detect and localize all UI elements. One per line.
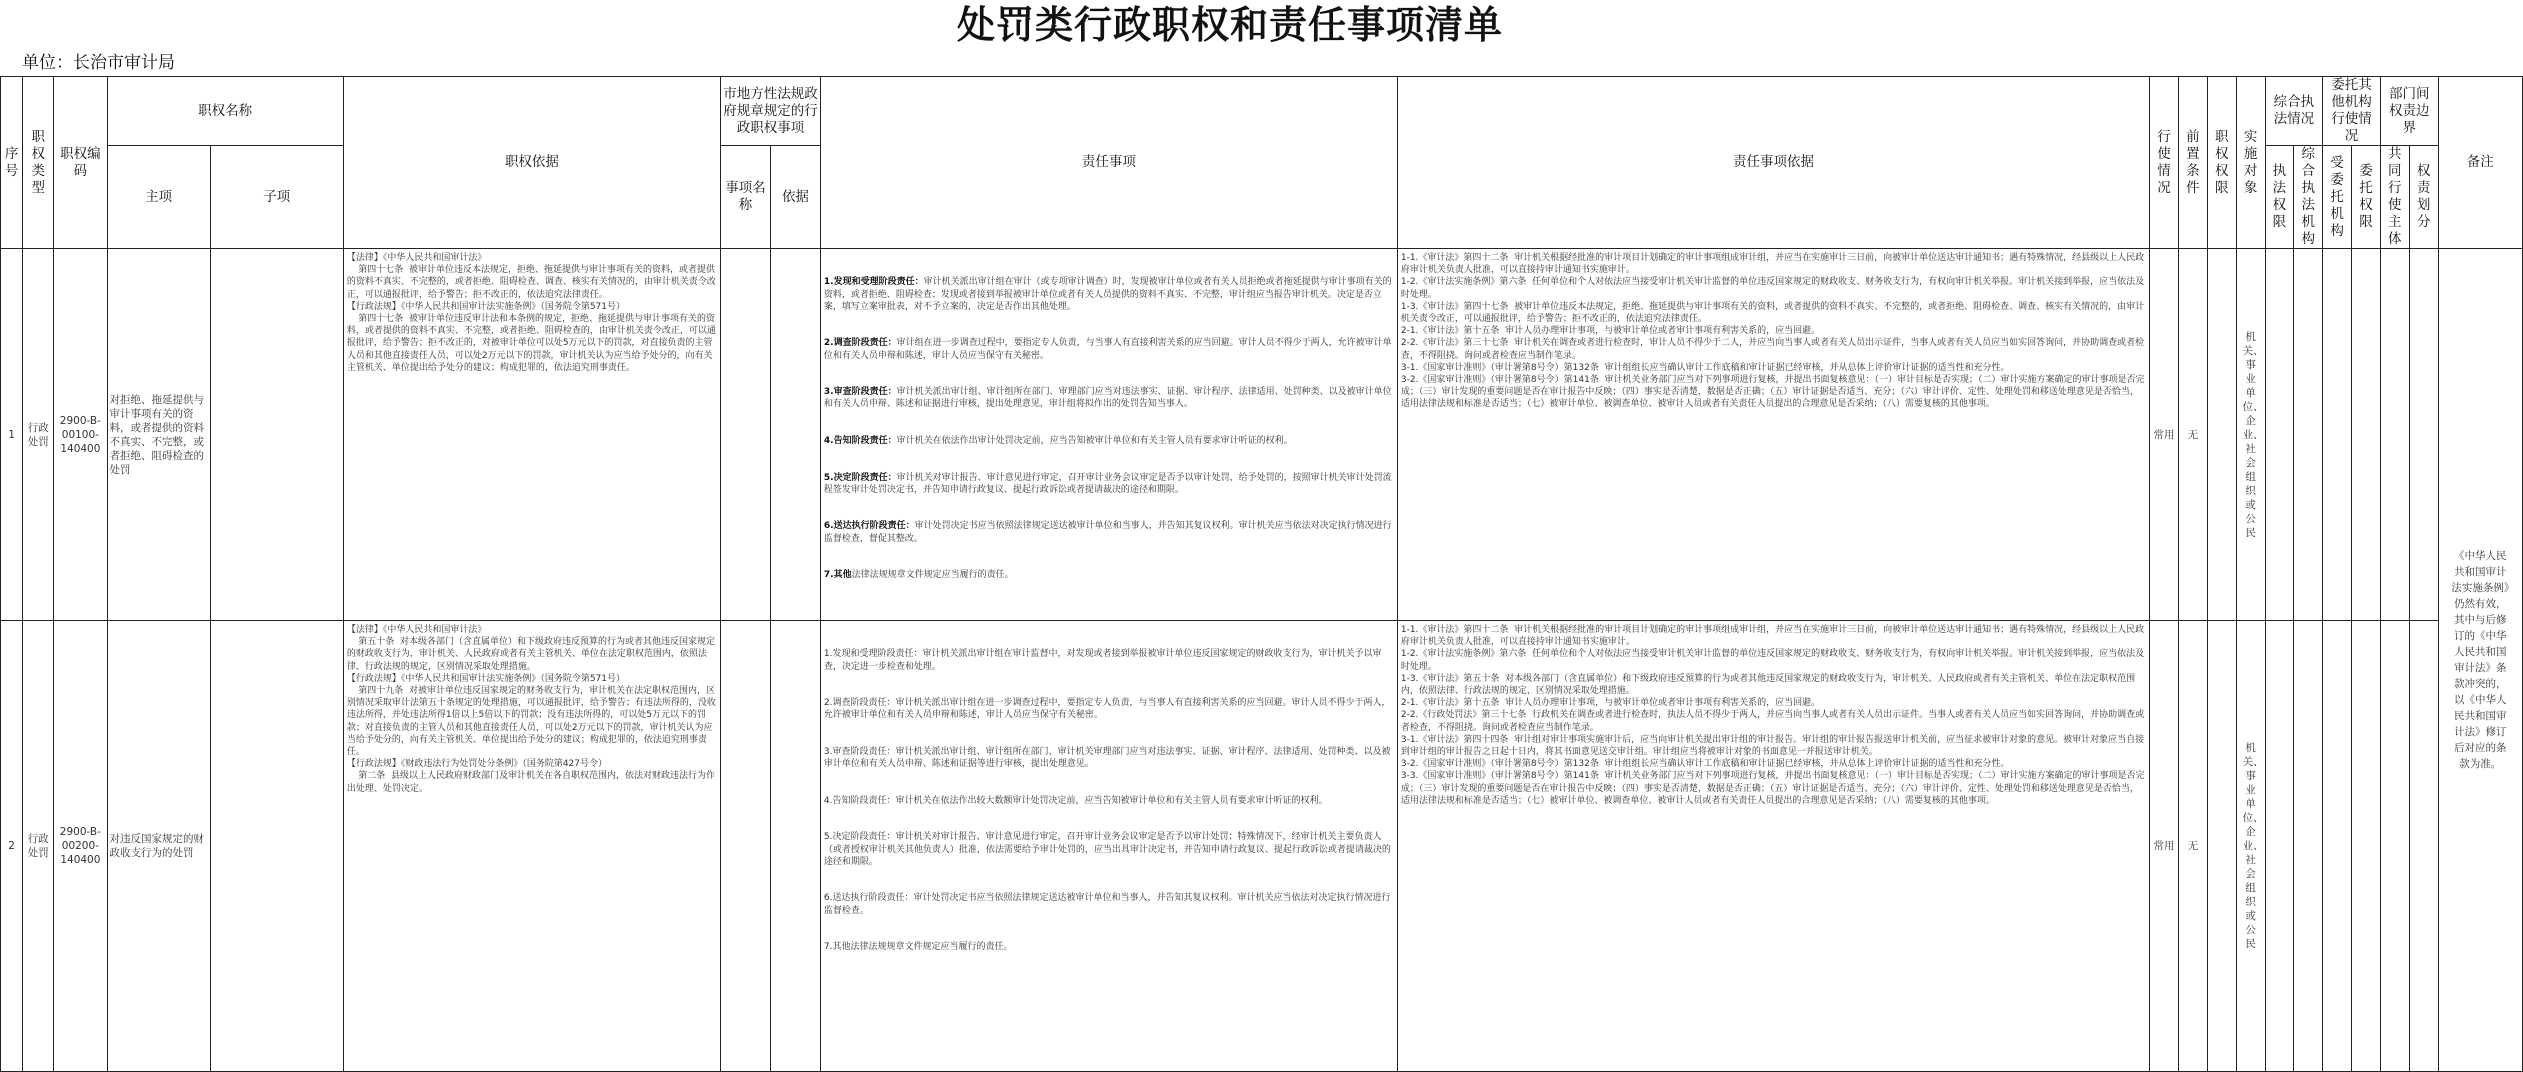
row-joint	[2380, 621, 2409, 1072]
row-duties	[820, 249, 1397, 621]
header-local-rules: 市地方性法规政府规章规定的行政职权事项	[721, 77, 821, 146]
duty-item: 6.送达执行阶段责任：审计处罚决定书应当依照法律规定送达被审计单位和当事人，并告知其复议权利。审计机关应当依法对决定执行情况进行监督检查。	[823, 893, 1391, 916]
row-seq: 2	[1, 621, 23, 1072]
row-sub-item: 对违反国家规定的财政收支行为的处罚	[107, 621, 210, 1072]
header-seq: 序号	[1, 77, 23, 249]
row-type: 行政处罚	[23, 621, 54, 1072]
duty-item: 7.其他法律法规规章文件规定应当履行的责任。	[823, 570, 1014, 581]
header-exercise: 行使情况	[2150, 77, 2179, 249]
header-type: 职权类型	[23, 77, 54, 249]
header-code: 职权编码	[54, 77, 107, 249]
authority-table	[0, 76, 2523, 1072]
row-sub-item: 对拒绝、拖延提供与审计事项有关的资料，或者提供的资料不真实、不完整，或者拒绝、阻碍检查的处罚	[107, 249, 210, 621]
row-division	[2409, 249, 2438, 621]
row-duties	[820, 621, 1397, 1072]
duty-item: 1.发现和受理阶段责任：审计机关派出审计组在审计（或专项审计调查）时，发现被审计单位或者有关人员拒绝或者拖延提供与审计事项有关的资料，或者拒绝、阻碍检查；发现或者接到举报被审计单位或者有关人员提供的资料不真实、不完整，审计组应当报告审计机关。决定是否立案，填写立案审批表，对不予立案的，决定是否作出其他处理。	[823, 277, 1392, 312]
header-enforce-authority: 执法权限	[2265, 146, 2294, 249]
row-basis: 【法律】《中华人民共和国审计法》 第五十条 对本级各部门（含直属单位）和下级政府违反预算的行为或者其他违反国家规定的财政收支行为，审计机关、人民政府或者有关主管机关、单位在法定职权范围内，依照法律、行政法规的规定，区别情况采取处理措施。 【行政法规】《中华人民共和国审计法实施条例》（国务院令第571号） 第四十九条 对被审计单位违反国家规定的财务收支行为，审计机关在法定职权范围内，区别情况采取审计法第五十条规定的处理措施，可以通报批评，给予警告；有违法所得的，没收违法所得，并处违法所得1倍以上5倍以下的罚款；没有违法所得的，可以处5万元以下的罚款；对直接负责的主管人员和其他直接责任人员，可以处2万元以下的罚款，审计机关认为应当给予处分的，向有关主管机关、单位提出给予处分的建议；构成犯罪的，依法追究刑事责任。 【行政法规】《财政违法行为处罚处分条例》（国务院第427号令） 第二条 县级以上人民政府财政部门及审计机关在各自职权范围内，依法对财政违法行为作出处理、处罚决定。	[343, 621, 720, 1072]
row-local-name	[721, 249, 771, 621]
row-code: 2900-B-00200-140400	[54, 621, 107, 1072]
row-target: 机关、事业单位、企业、社会组织或公民	[2236, 621, 2265, 1072]
header-duties: 责任事项	[820, 77, 1397, 249]
duty-item: 6.送达执行阶段责任：审计处罚决定书应当依照法律规定送达被审计单位和当事人，并告知其复议权利。审计机关应当依法对决定执行情况进行监督检查，督促其整改。	[823, 521, 1392, 544]
duty-item: 3.审查阶段责任：审计机关派出审计组、审计组所在部门、审理部门应当对违法事实、证据、审计程序、法律适用、处罚种类、以及被审计单位和有关人员申辩、陈述和证据进行审核，提出处理意见，审计组将拟作出的处罚告知当事人。	[823, 387, 1392, 410]
row-enforce-agency	[2294, 249, 2323, 621]
duty-item: 2.调查阶段责任：审计机关派出审计组在进一步调查过程中，要指定专人负责，与当事人有直接利害关系的应当回避。审计人员不得少于两人，允许被审计单位和有关人员申辩和陈述，审计人员应当保守有关秘密。	[823, 698, 1391, 721]
row-main-item	[210, 621, 343, 1072]
duty-item: 7.其他法律法规规章文件规定应当履行的责任。	[823, 942, 1013, 953]
row-local-basis	[770, 249, 820, 621]
row-exercise: 常用	[2150, 621, 2179, 1072]
header-joint: 共同行使主体	[2380, 146, 2409, 249]
row-target: 机关、事业单位、企业、社会组织或公民	[2236, 249, 2265, 621]
row-authority	[2207, 621, 2236, 1072]
row-code: 2900-B-00100-140400	[54, 249, 107, 621]
row-entrust-authority	[2352, 621, 2381, 1072]
header-duties-basis: 责任事项依据	[1397, 77, 2149, 249]
row-precondition: 无	[2178, 621, 2207, 1072]
row-local-basis	[770, 621, 820, 1072]
table-row	[1, 621, 2523, 1072]
row-seq: 1	[1, 249, 23, 621]
header-target: 实施对象	[2236, 77, 2265, 249]
row-exercise: 常用	[2150, 249, 2179, 621]
page-title: 处罚类行政职权和责任事项清单	[956, 2, 1503, 47]
row-duties-basis: 1-1.《审计法》第四十二条 审计机关根据经批准的审计项目计划确定的审计事项组成审计组，并应当在实施审计三日前，向被审计单位送达审计通知书；遇有特殊情况，经县级以上人民政府审计机关负责人批准，可以直接持审计通知书实施审计。 1-2.《审计法实施条例》第六条 任何单位和个人对依法应当接受审计机关审计监督的单位违反国家规定的财政收支、财务收支行为，有权向审计机关举报。审计机关接到举报，应当依法及时处理。 1-3.《审计法》第五十条 对本级各部门（含直属单位）和下级政府违反预算的行为或者其他违反国家规定的财政收支行为，审计机关、人民政府或者有关主管机关、单位在法定职权范围内，依照法律、行政法规的规定，区别情况采取处理措施。 2-1.《审计法》第十五条 审计人员办理审计事项，与被审计单位或者审计事项有利害关系的，应当回避。 2-2.《行政处罚法》第三十七条 行政机关在调查或者进行检查时，执法人员不得少于两人，并应当向当事人或者有关人员出示证件。当事人或者有关人员应当如实回答询问，并协助调查或者检查，不得阻挠。询问或者检查应当制作笔录。 3-1.《审计法》第四十四条 审计组对审计事项实施审计后，应当向审计机关提出审计组的审计报告。审计组的审计报告报送审计机关前，应当征求被审计对象的意见。被审计对象应当自接到审计组的审计报告之日起十日内，将其书面意见送交审计组。审计组应当将被审计对象的书面意见一并报送审计机关。 3-2.《国家审计准则》（审计署第8号令）第132条 审计组组长应当确认审计工作底稿和审计证据已经审核，并从总体上评价审计证据的适当性和充分性。 3-3.《国家审计准则》（审计署第8号令）第141条 审计机关业务部门应当对下列事项进行复核，并提出书面复核意见：（一）审计目标是否实现；（二）审计实施方案确定的审计事项是否完成；（三）审计发现的重要问题是否在审计报告中反映；（四）事实是否清楚，数据是否正确；（五）审计证据是否适当、充分；（六）审计评价、定性、处理处罚和移送处理意见是否恰当，适用法律法规和标准是否适当；（七）被审计单位、被调查单位、被审计人员或者有关责任人员提出的合理意见是否采纳；（八）需要复核的其他事项。	[1397, 621, 2149, 1072]
row-authority	[2207, 249, 2236, 621]
duty-item: 4.告知阶段责任：审计机关在依法作出审计处罚决定前，应当告知被审计单位和有关主管人员有要求审计听证的权利。	[823, 436, 1293, 447]
row-main-item	[210, 249, 343, 621]
header-boundary: 部门间权责边界	[2380, 77, 2438, 146]
row-entrusted-agency	[2323, 621, 2352, 1072]
row-local-name	[721, 621, 771, 1072]
row-precondition: 无	[2178, 249, 2207, 621]
header-comprehensive: 综合执法情况	[2265, 77, 2323, 146]
row-basis: 【法律】《中华人民共和国审计法》 第四十七条 被审计单位违反本法规定，拒绝、拖延提供与审计事项有关的资料，或者提供的资料不真实、不完整的，或者拒绝、阻碍检查、调查、核实有关情况的，由审计机关责令改正，可以通报批评，给予警告；拒不改正的，依法追究法律责任。 【行政法规】《中华人民共和国审计法实施条例》（国务院令第571号） 第四十七条 被审计单位违反审计法和本条例的规定，拒绝、拖延提供与审计事项有关的资料，或者提供的资料不真实、不完整，或者拒绝、阻碍检查的，由审计机关责令改正，可以通报批评，给予警告；拒不改正的，对被审计单位可以处5万元以下的罚款，对直接负责的主管人员和其他直接责任人员，可以处2万元以下的罚款，审计机关认为应当给予处分的，向有关主管机关、单位提出给予处分的建议；构成犯罪的，依法追究刑事责任。	[343, 249, 720, 621]
header-name: 职权名称	[107, 77, 343, 146]
row-type: 行政处罚	[23, 249, 54, 621]
duty-item: 2.调查阶段责任：审计组在进一步调查过程中，要指定专人负责，与当事人有直接利害关系的应当回避。审计人员不得少于两人，允许被审计单位和有关人员申辩和陈述，审计人员应当保守有关秘密。	[823, 338, 1392, 361]
duty-item: 3.审查阶段责任：审计机关派出审计组、审计组所在部门、审计机关审理部门应当对违法事实、证据、审计程序、法律适用、处罚种类、以及被审计单位和有关人员申辩、陈述和证据等进行审核，提出处理意见。	[823, 747, 1391, 770]
row-entrusted-agency	[2323, 249, 2352, 621]
row-enforce-agency	[2294, 621, 2323, 1072]
row-division	[2409, 621, 2438, 1072]
header-entrust: 委托其他机构行使情况	[2323, 77, 2381, 146]
header-entrust-authority: 委托权限	[2352, 146, 2381, 249]
header-local-name: 事项名称	[721, 146, 771, 249]
row-enforce-authority	[2265, 621, 2294, 1072]
header-remark: 备注	[2438, 77, 2522, 249]
row-remark: 《中华人民共和国审计法实施条例》仍然有效，其中与后修订的《中华人民共和国审计法》条款冲突的，以《中华人民共和国审计法》修订后对应的条款为准。	[2438, 249, 2522, 1072]
table-row	[1, 249, 2523, 621]
row-enforce-authority	[2265, 249, 2294, 621]
row-joint	[2380, 249, 2409, 621]
header-division: 权责划分	[2409, 146, 2438, 249]
unit-label: 单位：长治市审计局	[22, 53, 175, 73]
duty-item: 4.告知阶段责任：审计机关在依法作出较大数额审计处罚决定前，应当告知被审计单位和有关主管人员有要求审计听证的权利。	[823, 795, 1328, 806]
duty-item: 5.决定阶段责任：审计机关对审计报告、审计意见进行审定，召开审计业务会议审定是否予以审计处罚，给予处罚的，按照审计机关审计处罚流程签发审计处罚决定书，并告知申请行政复议、提起行政诉讼或者提请裁决的途径和期限。	[823, 472, 1392, 495]
header-local-basis: 依据	[770, 146, 820, 249]
duty-item: 1.发现和受理阶段责任：审计机关派出审计组在审计监督中，对发现或者接到举报被审计单位违反国家规定的财政收支行为，审计机关予以审查，决定进一步检查和处理。	[823, 649, 1382, 672]
header-sub-item: 子项	[210, 146, 343, 249]
header-precondition: 前置条件	[2178, 77, 2207, 249]
row-entrust-authority	[2352, 249, 2381, 621]
header-authority: 职权权限	[2207, 77, 2236, 249]
header-main-item: 主项	[107, 146, 210, 249]
row-duties-basis: 1-1.《审计法》第四十二条 审计机关根据经批准的审计项目计划确定的审计事项组成审计组，并应当在实施审计三日前，向被审计单位送达审计通知书；遇有特殊情况，经县级以上人民政府审计机关负责人批准，可以直接持审计通知书实施审计。 1-2.《审计法实施条例》第六条 任何单位和个人对依法应当接受审计机关审计监督的单位违反国家规定的财政收支、财务收支行为，有权向审计机关举报。审计机关接到举报，应当依法及时处理。 1-3.《审计法》第四十七条 被审计单位违反本法规定，拒绝、拖延提供与审计事项有关的资料，或者提供的资料不真实、不完整的，或者拒绝、阻碍检查、调查、核实有关情况的，由审计机关责令改正，可以通报批评，给予警告；拒不改正的，依法追究法律责任。 2-1.《审计法》第十五条 审计人员办理审计事项，与被审计单位或者审计事项有利害关系的，应当回避。 2-2.《审计法》第三十七条 审计机关在调查或者进行检查时，审计人员不得少于二人，并应当向当事人或者有关人员出示证件，当事人或者有关人员应当如实回答询问，并协助调查或者检查，不得阻挠。询问或者检查应当制作笔录。 3-1.《国家审计准则》（审计署第8号令）第132条 审计组组长应当确认审计工作底稿和审计证据已经审核，并从总体上评价审计证据的适当性和充分性。 3-2.《国家审计准则》（审计署第8号令）第141条 审计机关业务部门应当对下列事项进行复核，并提出书面复核意见：（一）审计目标是否实现；（二）审计实施方案确定的审计事项是否完成；（三）审计发现的重要问题是否在审计报告中反映；（四）事实是否清楚，数据是否正确；（五）审计证据是否适当、充分；（六）审计评价、定性、处理处罚和移送处理意见是否恰当，适用法律法规和标准是否适当；（七）被审计单位、被调查单位、被审计人员或者有关责任人员提出的合理意见是否采纳；（八）需要复核的其他事项。	[1397, 249, 2149, 621]
header-enforce-agency: 综合执法机构	[2294, 146, 2323, 249]
header-basis: 职权依据	[343, 77, 720, 249]
duty-item: 5.决定阶段责任：审计机关对审计报告、审计意见进行审定，召开审计业务会议审定是否予以审计处罚；特殊情况下，经审计机关主要负责人（或者授权审计机关其他负责人）批准，依法需要给予审计处罚的，应当出具审计决定书，并告知申请行政复议、提起行政诉讼或者提请裁决的途径和期限。	[823, 832, 1391, 867]
header-entrusted-agency: 受委托机构	[2323, 146, 2352, 249]
